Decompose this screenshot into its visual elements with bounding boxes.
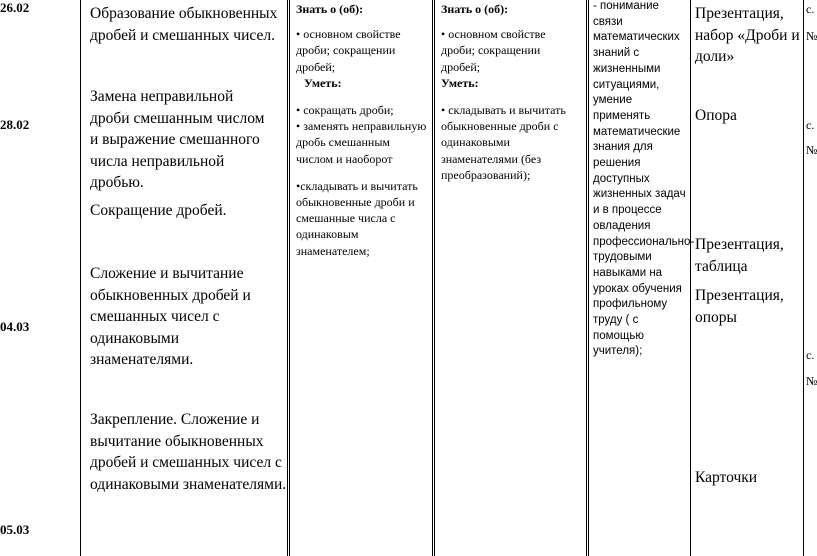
- can-item: • сокращать дроби;: [296, 103, 394, 118]
- learning-actions-text: - понимание связи математических знаний с жизненными ситуациями, умение применять математические знания для решения доступных жизненных задач и в процессе овладения профессионально-трудовыми навыками на уроках обучения профильному труду ( с помощью учителя);: [593, 0, 695, 358]
- lesson-resource: Презентация, таблица: [695, 236, 784, 275]
- column-border: [80, 0, 81, 556]
- lesson-topic: Сложение и вычитание обыкновенных дробей и смешанных чисел с одинаковыми знаменателями.: [90, 265, 251, 368]
- lesson-topic: Образование обыкновенных дробей и смешанных чисел.: [90, 5, 278, 44]
- lesson-resource: Презентация, опоры: [695, 287, 784, 326]
- column-border: [690, 0, 691, 556]
- homework-page-ref: с.: [806, 348, 815, 362]
- can-item: • заменять неправильную дробь смешанным числом и наоборот: [296, 119, 427, 166]
- lesson-resource: Карточки: [695, 469, 758, 486]
- homework-number-ref: №: [806, 29, 817, 43]
- lesson-resource: Презентация, набор «Дроби и доли»: [695, 5, 800, 65]
- skills-column-a: [296, 1, 428, 259]
- can-item: • складывать и вычитать обыкновенные дроби с одинаковыми знаменателями (без преобразований);: [441, 103, 566, 182]
- know-item: • основном свойстве дроби; сокращении дробей;: [441, 27, 546, 74]
- homework-number-ref: №: [806, 143, 817, 157]
- homework-number-ref: №: [806, 374, 817, 388]
- lesson-topic: Закрепление. Сложение и вычитание обыкновенных дробей и смешанных чисел с одинаковыми знаменателями.: [90, 411, 287, 493]
- lesson-date: 04.03: [0, 319, 30, 334]
- homework-page-ref: с.: [806, 118, 815, 132]
- homework-page-ref: с.: [806, 2, 815, 16]
- know-heading: Знать о (об):: [296, 2, 364, 16]
- know-item: • основном свойстве дроби; сокращении дробей;: [296, 27, 401, 74]
- can-heading: Уметь:: [304, 75, 342, 90]
- lesson-topic: Замена неправильной дроби смешанным числом и выражение смешанного числа неправильной дробью.: [90, 88, 265, 191]
- column-border: [586, 0, 589, 556]
- column-border: [432, 0, 435, 556]
- lesson-date: 26.02: [0, 0, 30, 15]
- lesson-date: 05.03: [0, 522, 30, 537]
- know-heading: Знать о (об):: [441, 2, 509, 16]
- lesson-resource: Опора: [695, 107, 737, 124]
- lesson-date: 28.02: [0, 117, 30, 132]
- can-heading: Уметь:: [441, 75, 479, 90]
- skills-column-b: [441, 1, 581, 183]
- can-item: •складывать и вычитать обыкновенные дроби и смешанные числа с одинаковым знаменателем;: [296, 178, 418, 258]
- lesson-topic: Сокращение дробей.: [90, 202, 227, 219]
- column-border: [803, 0, 804, 556]
